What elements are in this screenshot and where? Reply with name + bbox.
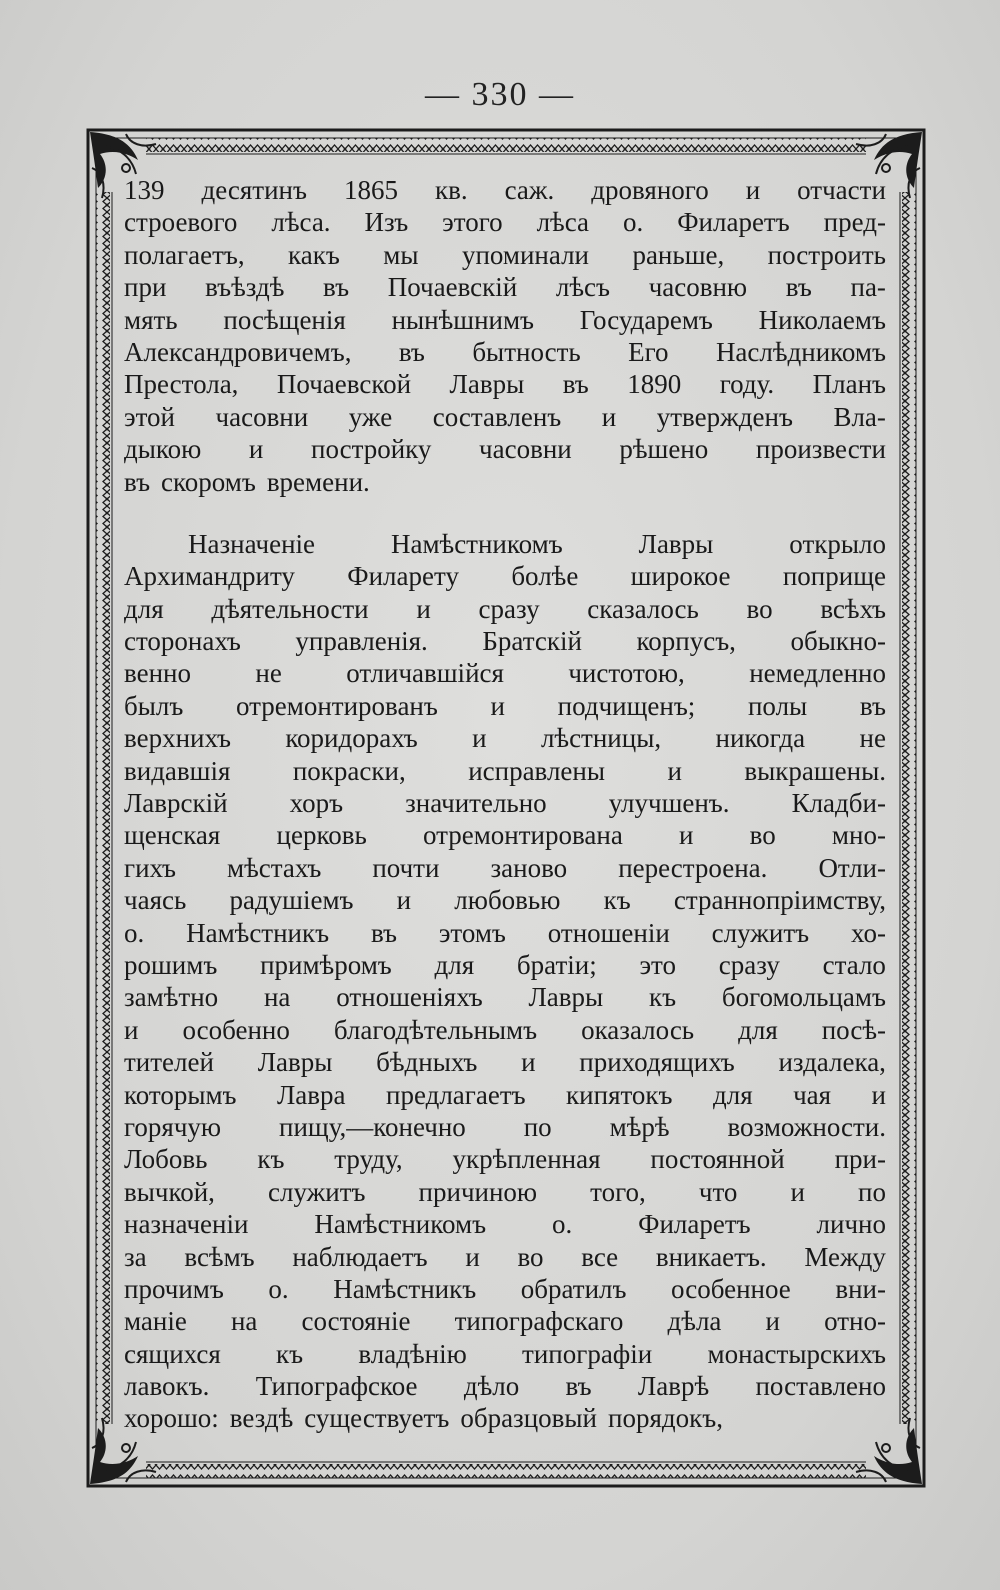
paragraph-gap bbox=[124, 498, 886, 528]
word: дѣло bbox=[463, 1371, 520, 1402]
text-line bbox=[124, 336, 886, 368]
word: для bbox=[712, 1079, 753, 1110]
word: видавшія bbox=[124, 755, 231, 786]
text-line bbox=[124, 1370, 886, 1402]
word: обратилъ bbox=[520, 1273, 627, 1304]
word: Лаврскій bbox=[124, 788, 228, 819]
word: типографіи bbox=[522, 1338, 653, 1369]
word: сящихся bbox=[124, 1338, 221, 1369]
word: болѣе bbox=[511, 561, 579, 592]
word: отличавшійся bbox=[346, 658, 504, 689]
word: всѣхъ bbox=[820, 593, 886, 624]
word: кв. bbox=[434, 175, 468, 205]
word: къ bbox=[648, 982, 677, 1013]
text-line bbox=[124, 884, 886, 916]
word: и bbox=[871, 1079, 886, 1110]
word: этомъ bbox=[438, 917, 506, 948]
word: и bbox=[472, 723, 487, 754]
word: Намѣстникомъ bbox=[314, 1209, 487, 1240]
word: какъ bbox=[288, 239, 340, 270]
text-line bbox=[124, 722, 886, 754]
text-line bbox=[124, 593, 886, 625]
word: порядокъ, bbox=[608, 1403, 723, 1434]
word: въ bbox=[398, 336, 425, 367]
word: за bbox=[124, 1241, 147, 1272]
word: назначеніи bbox=[124, 1209, 249, 1240]
word: перестроена. bbox=[618, 852, 768, 883]
text-line bbox=[124, 271, 886, 303]
word: Филаретъ bbox=[677, 207, 790, 238]
word: во bbox=[749, 820, 776, 851]
word: и bbox=[679, 820, 694, 851]
word: все bbox=[581, 1241, 619, 1272]
word: былъ bbox=[124, 690, 184, 721]
word: утвержденъ bbox=[656, 401, 793, 432]
word: при- bbox=[834, 1144, 886, 1175]
word: наблюдаетъ bbox=[292, 1241, 428, 1272]
text-line bbox=[124, 755, 886, 787]
word: году. bbox=[719, 369, 775, 400]
word: дѣятельности bbox=[211, 593, 369, 624]
word: упоминали bbox=[461, 239, 590, 270]
word: церковь bbox=[276, 820, 367, 851]
word: и bbox=[521, 1047, 536, 1078]
word: гихъ bbox=[124, 852, 176, 883]
text-line bbox=[124, 1338, 886, 1370]
word: рѣшено bbox=[619, 434, 709, 465]
word: этой bbox=[124, 401, 175, 432]
word: Его bbox=[628, 336, 669, 367]
word: улучшенъ. bbox=[608, 788, 730, 819]
text-line bbox=[124, 304, 886, 336]
word: полы bbox=[747, 690, 808, 721]
word: для bbox=[738, 1014, 778, 1045]
word: въѣздѣ bbox=[205, 272, 285, 303]
word: о. bbox=[268, 1273, 289, 1304]
word: Вла- bbox=[833, 401, 886, 432]
word: къ bbox=[276, 1338, 304, 1369]
text-line bbox=[124, 560, 886, 592]
word: при bbox=[124, 272, 167, 303]
word: и bbox=[745, 175, 761, 205]
word: часовню bbox=[648, 272, 748, 303]
word: сразу bbox=[718, 949, 780, 980]
word: и bbox=[465, 1241, 480, 1272]
word: дыкою bbox=[124, 434, 202, 465]
word: оказалось bbox=[581, 1014, 695, 1045]
word: часовни bbox=[479, 434, 572, 465]
text-line bbox=[124, 206, 886, 238]
word: по bbox=[523, 1111, 552, 1142]
word: постоянной bbox=[650, 1144, 785, 1175]
word: и bbox=[124, 1014, 139, 1045]
word: Лавра bbox=[277, 1079, 346, 1110]
word: и bbox=[416, 593, 431, 624]
word: Филарету bbox=[347, 561, 459, 592]
word: Между bbox=[804, 1241, 886, 1272]
word: щенская bbox=[124, 820, 221, 851]
word: поставлено bbox=[755, 1371, 886, 1402]
word: во bbox=[517, 1241, 544, 1272]
word: Николаемъ bbox=[758, 304, 886, 335]
text-line bbox=[124, 401, 886, 433]
word: часовни bbox=[215, 401, 309, 432]
word: обыкно- bbox=[790, 626, 886, 657]
word: тителей bbox=[124, 1047, 214, 1078]
word: для bbox=[434, 949, 475, 980]
word: въ bbox=[124, 466, 151, 497]
word: благодѣтельнымъ bbox=[333, 1014, 538, 1045]
word: и bbox=[601, 401, 617, 432]
word: Александровичемъ, bbox=[124, 336, 352, 367]
text-line bbox=[124, 1046, 886, 1078]
word: мѣрѣ bbox=[609, 1111, 670, 1142]
word: въ bbox=[562, 369, 589, 400]
word: отношеніи bbox=[547, 917, 670, 948]
word: что bbox=[698, 1176, 738, 1207]
word: въ bbox=[785, 272, 812, 303]
text-line bbox=[124, 1111, 886, 1143]
word: заново bbox=[490, 852, 568, 883]
word: въ bbox=[859, 690, 886, 721]
word: Намѣстникомъ bbox=[390, 528, 563, 559]
text-line bbox=[124, 433, 886, 465]
word: вычкой, bbox=[124, 1176, 215, 1207]
word: коридорахъ bbox=[285, 723, 418, 754]
word: братіи; bbox=[516, 949, 597, 980]
word: къ bbox=[603, 885, 631, 916]
word: возможности. bbox=[727, 1111, 886, 1142]
word: Почаевскій bbox=[387, 272, 518, 303]
word: корпусъ, bbox=[636, 626, 736, 657]
word: постройку bbox=[311, 434, 432, 465]
word: 1890 bbox=[627, 369, 682, 400]
word: лѣса. bbox=[271, 207, 331, 238]
text-line bbox=[124, 625, 886, 657]
word: о. bbox=[124, 917, 145, 948]
word: замѣтно bbox=[124, 982, 219, 1013]
word: вни- bbox=[835, 1273, 886, 1304]
word: монастырскихъ bbox=[707, 1338, 886, 1369]
word: радушіемъ bbox=[229, 885, 354, 916]
word: и bbox=[790, 1176, 805, 1207]
word: пред- bbox=[823, 207, 886, 238]
word: Филаретъ bbox=[638, 1209, 751, 1240]
word: труду, bbox=[334, 1144, 403, 1175]
word: мять bbox=[124, 304, 178, 335]
word: чаясь bbox=[124, 885, 187, 916]
word: всѣмъ bbox=[184, 1241, 255, 1272]
word: приходящихъ bbox=[579, 1047, 735, 1078]
word: и bbox=[765, 1306, 780, 1337]
word: Престола, bbox=[124, 369, 239, 400]
word: пищу,—конечно bbox=[279, 1111, 466, 1142]
word: поприще bbox=[782, 561, 886, 592]
word: кипятокъ bbox=[566, 1079, 673, 1110]
word: стало bbox=[822, 949, 886, 980]
word: Лобовь bbox=[124, 1144, 208, 1175]
word: отчасти bbox=[797, 175, 886, 205]
word: этого bbox=[442, 207, 503, 238]
word: покраски, bbox=[292, 755, 406, 786]
word: горячую bbox=[124, 1111, 222, 1142]
word: и bbox=[396, 885, 412, 916]
word: прочимъ bbox=[124, 1273, 224, 1304]
word: причиною bbox=[418, 1176, 538, 1207]
word: чая bbox=[793, 1079, 832, 1110]
word: Лавры bbox=[449, 369, 525, 400]
word: 139 bbox=[124, 175, 165, 205]
text-line bbox=[124, 1273, 886, 1305]
word: подчищенъ; bbox=[557, 690, 696, 721]
word: Почаевской bbox=[276, 369, 412, 400]
word: управленія. bbox=[295, 626, 428, 657]
word: широкое bbox=[630, 561, 731, 592]
word: значительно bbox=[405, 788, 547, 819]
word: Архимандриту bbox=[124, 561, 295, 592]
text-line bbox=[124, 1143, 886, 1175]
word: скоромъ bbox=[161, 466, 256, 497]
word: мно- bbox=[831, 820, 886, 851]
word: времени. bbox=[266, 466, 370, 497]
word: хоръ bbox=[289, 788, 344, 819]
word: саж. bbox=[504, 175, 555, 205]
word: 1865 bbox=[343, 175, 398, 205]
word: Государемъ bbox=[579, 304, 713, 335]
text-line bbox=[124, 368, 886, 400]
word: владѣнію bbox=[358, 1338, 467, 1369]
word: типографскаго bbox=[454, 1306, 624, 1337]
text-line bbox=[124, 1241, 886, 1273]
word: открыло bbox=[789, 528, 886, 559]
word: дровяного bbox=[591, 175, 709, 205]
word: богомольцамъ bbox=[721, 982, 886, 1013]
text-line bbox=[124, 657, 886, 689]
word: по bbox=[858, 1176, 886, 1207]
word: полагаетъ, bbox=[124, 239, 245, 270]
word: раньше, bbox=[632, 239, 725, 270]
body-text bbox=[124, 174, 886, 1435]
word: хо- bbox=[850, 917, 886, 948]
word: сразу bbox=[478, 593, 540, 624]
word: о. bbox=[622, 207, 644, 238]
word: страннопріимству, bbox=[673, 885, 886, 916]
word: Намѣстникъ bbox=[333, 1273, 477, 1304]
word: не bbox=[255, 658, 282, 689]
word: предлагаетъ bbox=[386, 1079, 526, 1110]
word: лавокъ. bbox=[124, 1371, 210, 1402]
text-line bbox=[124, 174, 886, 206]
word: Лавры bbox=[638, 528, 714, 559]
word: посѣ- bbox=[821, 1014, 886, 1045]
word: служитъ bbox=[711, 917, 810, 948]
word: лѣстницы, bbox=[540, 723, 662, 754]
word: Планъ bbox=[812, 369, 886, 400]
word: верхнихъ bbox=[124, 723, 231, 754]
word: Лавры bbox=[528, 982, 604, 1013]
word: на bbox=[263, 982, 291, 1013]
word: въ bbox=[323, 272, 350, 303]
text-line bbox=[124, 1014, 886, 1046]
word: и bbox=[667, 755, 682, 786]
word: Лаврѣ bbox=[637, 1371, 710, 1402]
word: къ bbox=[257, 1144, 285, 1175]
word: о. bbox=[551, 1209, 573, 1240]
word: строевого bbox=[124, 207, 238, 238]
word: любовью bbox=[454, 885, 561, 916]
text-line bbox=[124, 917, 886, 949]
word: произвести bbox=[755, 434, 886, 465]
text-line bbox=[124, 239, 886, 271]
text-line bbox=[124, 981, 886, 1013]
text-line bbox=[124, 1305, 886, 1337]
word: лично bbox=[816, 1209, 886, 1240]
word: существуетъ bbox=[304, 1403, 450, 1434]
word: того, bbox=[590, 1176, 646, 1207]
text-line bbox=[124, 852, 886, 884]
word: не bbox=[859, 723, 886, 754]
word: издалека, bbox=[778, 1047, 886, 1078]
text-line bbox=[124, 949, 886, 981]
word: отремонтированъ bbox=[236, 690, 438, 721]
word: укрѣпленная bbox=[452, 1144, 601, 1175]
word: въ bbox=[370, 917, 397, 948]
text-line bbox=[124, 528, 886, 560]
text-line bbox=[124, 690, 886, 722]
word: Намѣстникъ bbox=[186, 917, 330, 948]
word: исправлены bbox=[468, 755, 605, 786]
word: венно bbox=[124, 658, 191, 689]
word: Типографское bbox=[255, 1371, 418, 1402]
word: построить bbox=[767, 239, 886, 270]
word: никогда bbox=[715, 723, 806, 754]
word: и bbox=[248, 434, 264, 465]
word: вездѣ bbox=[229, 1403, 294, 1434]
word: Кладби- bbox=[791, 788, 886, 819]
word: примѣромъ bbox=[260, 949, 392, 980]
word: выкрашены. bbox=[744, 755, 886, 786]
word: бытность bbox=[472, 336, 581, 367]
word: па- bbox=[850, 272, 886, 303]
word: отремонтирована bbox=[422, 820, 623, 851]
text-line bbox=[124, 819, 886, 851]
word: посѣщенія bbox=[223, 304, 346, 335]
text-line bbox=[124, 1079, 886, 1111]
word: мы bbox=[383, 239, 419, 270]
page-number: — 330 — bbox=[425, 76, 575, 113]
word: для bbox=[124, 593, 164, 624]
word: сторонахъ bbox=[124, 626, 241, 657]
word: нынѣшнимъ bbox=[391, 304, 535, 335]
word: Назначеніе bbox=[188, 528, 315, 559]
word: чистотою, bbox=[568, 658, 685, 689]
word: которымъ bbox=[124, 1079, 237, 1110]
word: отно- bbox=[824, 1306, 886, 1337]
text-line bbox=[124, 1402, 886, 1434]
word: уже bbox=[348, 401, 393, 432]
text-line bbox=[124, 1176, 886, 1208]
word: мѣстахъ bbox=[227, 852, 322, 883]
word: во bbox=[746, 593, 773, 624]
word: это bbox=[639, 949, 677, 980]
word: Изъ bbox=[364, 207, 409, 238]
text-line bbox=[124, 787, 886, 819]
word: бѣдныхъ bbox=[376, 1047, 478, 1078]
word: Братскій bbox=[482, 626, 582, 657]
word: особенно bbox=[182, 1014, 290, 1045]
word: особенное bbox=[671, 1273, 791, 1304]
word: вникаетъ. bbox=[655, 1241, 767, 1272]
word: немедленно bbox=[749, 658, 886, 689]
word: состояніе bbox=[301, 1306, 411, 1337]
word: образцовый bbox=[460, 1403, 598, 1434]
word: почти bbox=[372, 852, 440, 883]
text-line bbox=[124, 1208, 886, 1240]
word: рошимъ bbox=[124, 949, 218, 980]
word: Наслѣдникомъ bbox=[715, 336, 886, 367]
word: въ bbox=[565, 1371, 592, 1402]
word: на bbox=[230, 1306, 258, 1337]
word: служитъ bbox=[268, 1176, 366, 1207]
word: и bbox=[490, 690, 505, 721]
word: отношеніяхъ bbox=[336, 982, 483, 1013]
word: сказалось bbox=[587, 593, 699, 624]
word: дѣла bbox=[667, 1306, 722, 1337]
word: Отли- bbox=[818, 852, 886, 883]
text-line bbox=[124, 466, 886, 498]
word: маніе bbox=[124, 1306, 187, 1337]
word: десятинъ bbox=[201, 175, 307, 205]
word: лѣса bbox=[536, 207, 590, 238]
word: Лавры bbox=[257, 1047, 333, 1078]
word: составленъ bbox=[432, 401, 562, 432]
word: лѣсъ bbox=[555, 272, 611, 303]
word: хорошо: bbox=[124, 1403, 219, 1434]
